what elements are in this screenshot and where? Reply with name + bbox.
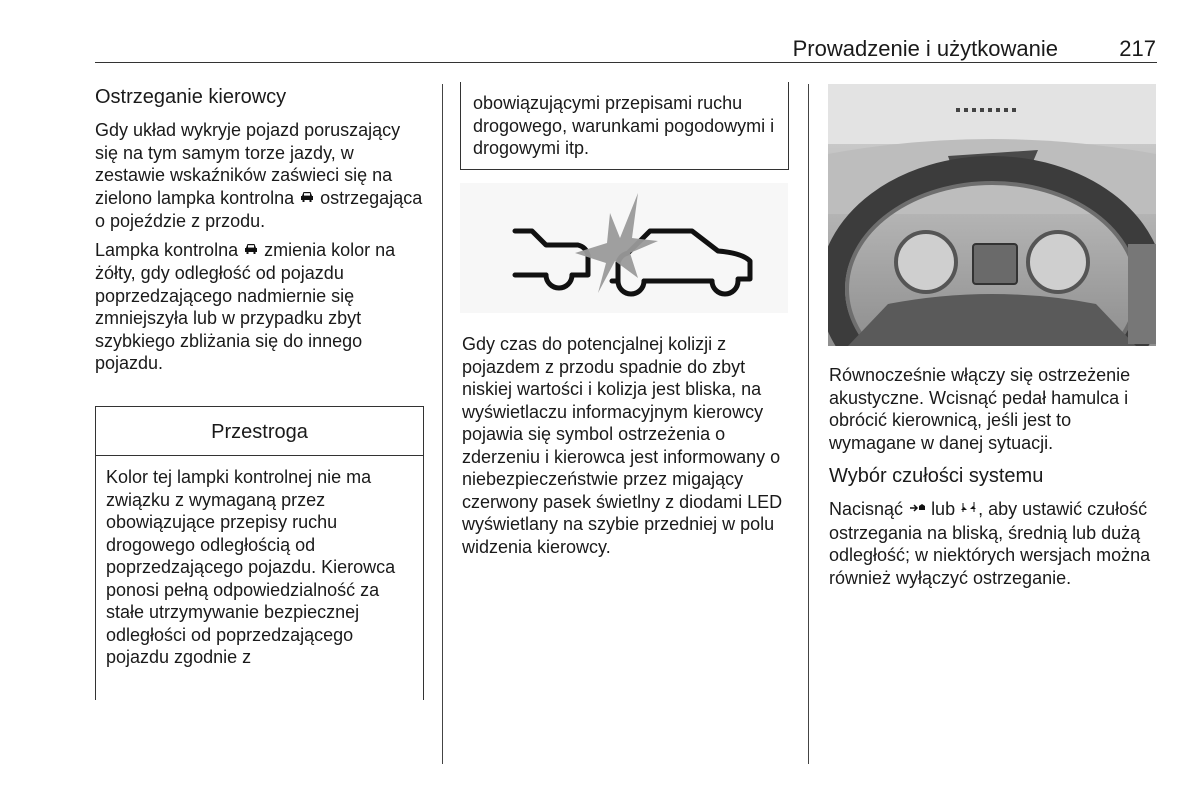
sensitivity-closer-icon (908, 499, 926, 522)
paragraph: Gdy czas do potencjalnej kolizji z pojazdem z przodu spadnie do zbyt niskiej wartości i kolizja jest bliska, na wyświetlaczu informacyjnym kierowcy pojawia się symbol ostrzeżenia o zderzeniu i kierowca jest informowany o niebezpieczeństwie przez migający czerwony pasek świetlny z diodami LED wyświetlany na szybie przedniej w polu widzenia kierowcy. (462, 334, 783, 557)
paragraph-text: Gdy układ wykryje pojazd poruszający się na tym samym torze jazdy, w zestawie wskaźników zaświeci się na zielono lampka kontrolna (95, 120, 401, 208)
caution-continuation-box (460, 82, 789, 170)
column-1 (95, 85, 425, 381)
page-number: 217 (1119, 36, 1156, 61)
car-front-icon (243, 240, 259, 263)
caution-title: Przestroga (96, 407, 423, 456)
paragraph (829, 498, 1159, 589)
paragraph-text: lub (931, 499, 956, 519)
collision-warning-illustration (460, 183, 788, 313)
column-divider-2 (808, 84, 809, 764)
paragraph-text: ostrzegająca o pojeździe z przodu. (95, 187, 423, 231)
car-front-icon (299, 188, 315, 211)
paragraph: Równocześnie włączy się ostrzeżenie akustyczne. Wcisnąć pedał hamulca i obrócić kierownicą, jeśli jest to wymagane w danej sytuacji. (829, 365, 1131, 453)
paragraph (95, 119, 425, 233)
paragraph-text: , aby ustawić czułość ostrzegania na bliską, średnią lub dużą odległość; w niektórych wersjach można również wyłączyć ostrzeganie. (829, 499, 1151, 588)
running-header-title: Prowadzenie i użytkowanie (792, 36, 1058, 61)
paragraph-text: Lampka kontrolna (95, 239, 239, 260)
caution-text: Kolor tej lampki kontrolnej nie ma związku z wymaganą przez obowiązujące przepisy ruchu drogowego odległością od poprzedzającego pojazdu. Kierowca ponosi pełną odpowiedzialność za stałe utrzymywanie bezpiecznej odległości od poprzedzającego pojazdu zgodnie z (106, 467, 396, 667)
section-heading: Wybór czułości systemu (829, 465, 1044, 487)
dashboard-photo (828, 84, 1156, 346)
caution-continuation-text: obowiązującymi przepisami ruchu drogowego, warunkami pogodowymi i drogowymi itp. (473, 93, 775, 158)
section-heading: Ostrzeganie kierowcy (95, 86, 287, 108)
paragraph (95, 239, 425, 375)
column-3 (829, 364, 1159, 595)
paragraph-text: zmienia kolor na żółty, gdy odległość od pojazdu poprzedzającego nadmiernie się zmniejszyła lub w przypadku zbyt szybkiego zbliżania się do innego pojazdu. (95, 239, 396, 373)
paragraph-text: Nacisnąć (829, 499, 904, 519)
caution-box (95, 406, 424, 700)
column-2 (462, 333, 792, 564)
sensitivity-farther-icon (960, 499, 978, 522)
column-divider-1 (442, 84, 443, 764)
header-rule (95, 62, 1157, 63)
